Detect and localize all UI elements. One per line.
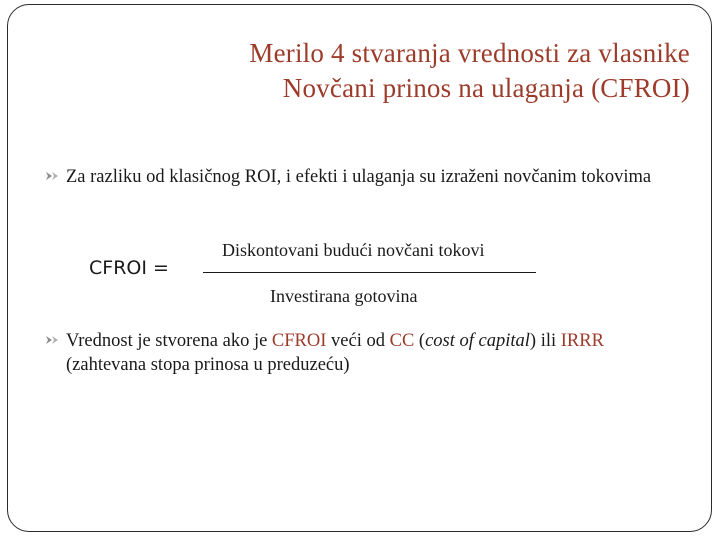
arrow-bullet-icon bbox=[45, 170, 61, 182]
irrr-highlight: IRRR bbox=[560, 331, 604, 351]
bullet-item-1 bbox=[66, 165, 686, 189]
title-line-1: Merilo 4 stvaranja vrednosti za vlasnike bbox=[249, 38, 690, 68]
bullet-2-text-part2: veći od bbox=[326, 331, 390, 351]
formula-lhs: CFROI = bbox=[89, 257, 169, 279]
title-line-2: Novčani prinos na ulaganja (CFROI) bbox=[282, 73, 690, 103]
formula-denominator: Investirana gotovina bbox=[270, 286, 418, 306]
arrow-bullet-icon bbox=[45, 334, 61, 346]
cc-highlight: CC bbox=[389, 331, 415, 351]
cfroi-highlight: CFROI bbox=[271, 331, 327, 351]
bullet-1-text: Za razliku od klasičnog ROI, i efekti i ulaganja su izraženi novčanim tokovima bbox=[66, 167, 652, 187]
formula-numerator: Diskontovani budući novčani tokovi bbox=[222, 240, 485, 260]
fraction-line bbox=[203, 272, 536, 273]
bullet-2-text-part4: ) ili bbox=[529, 331, 561, 351]
bullet-2-text-part3: ( bbox=[414, 331, 426, 351]
bullet-2-text-part5: (zahtevana stopa prinosa u preduzeću) bbox=[66, 355, 350, 375]
cost-of-capital-italic: cost of capital bbox=[425, 331, 530, 351]
bullet-item-2 bbox=[66, 329, 686, 377]
slide-title bbox=[249, 36, 690, 106]
bullet-2-text-part1: Vrednost je stvorena ako je bbox=[66, 331, 272, 351]
